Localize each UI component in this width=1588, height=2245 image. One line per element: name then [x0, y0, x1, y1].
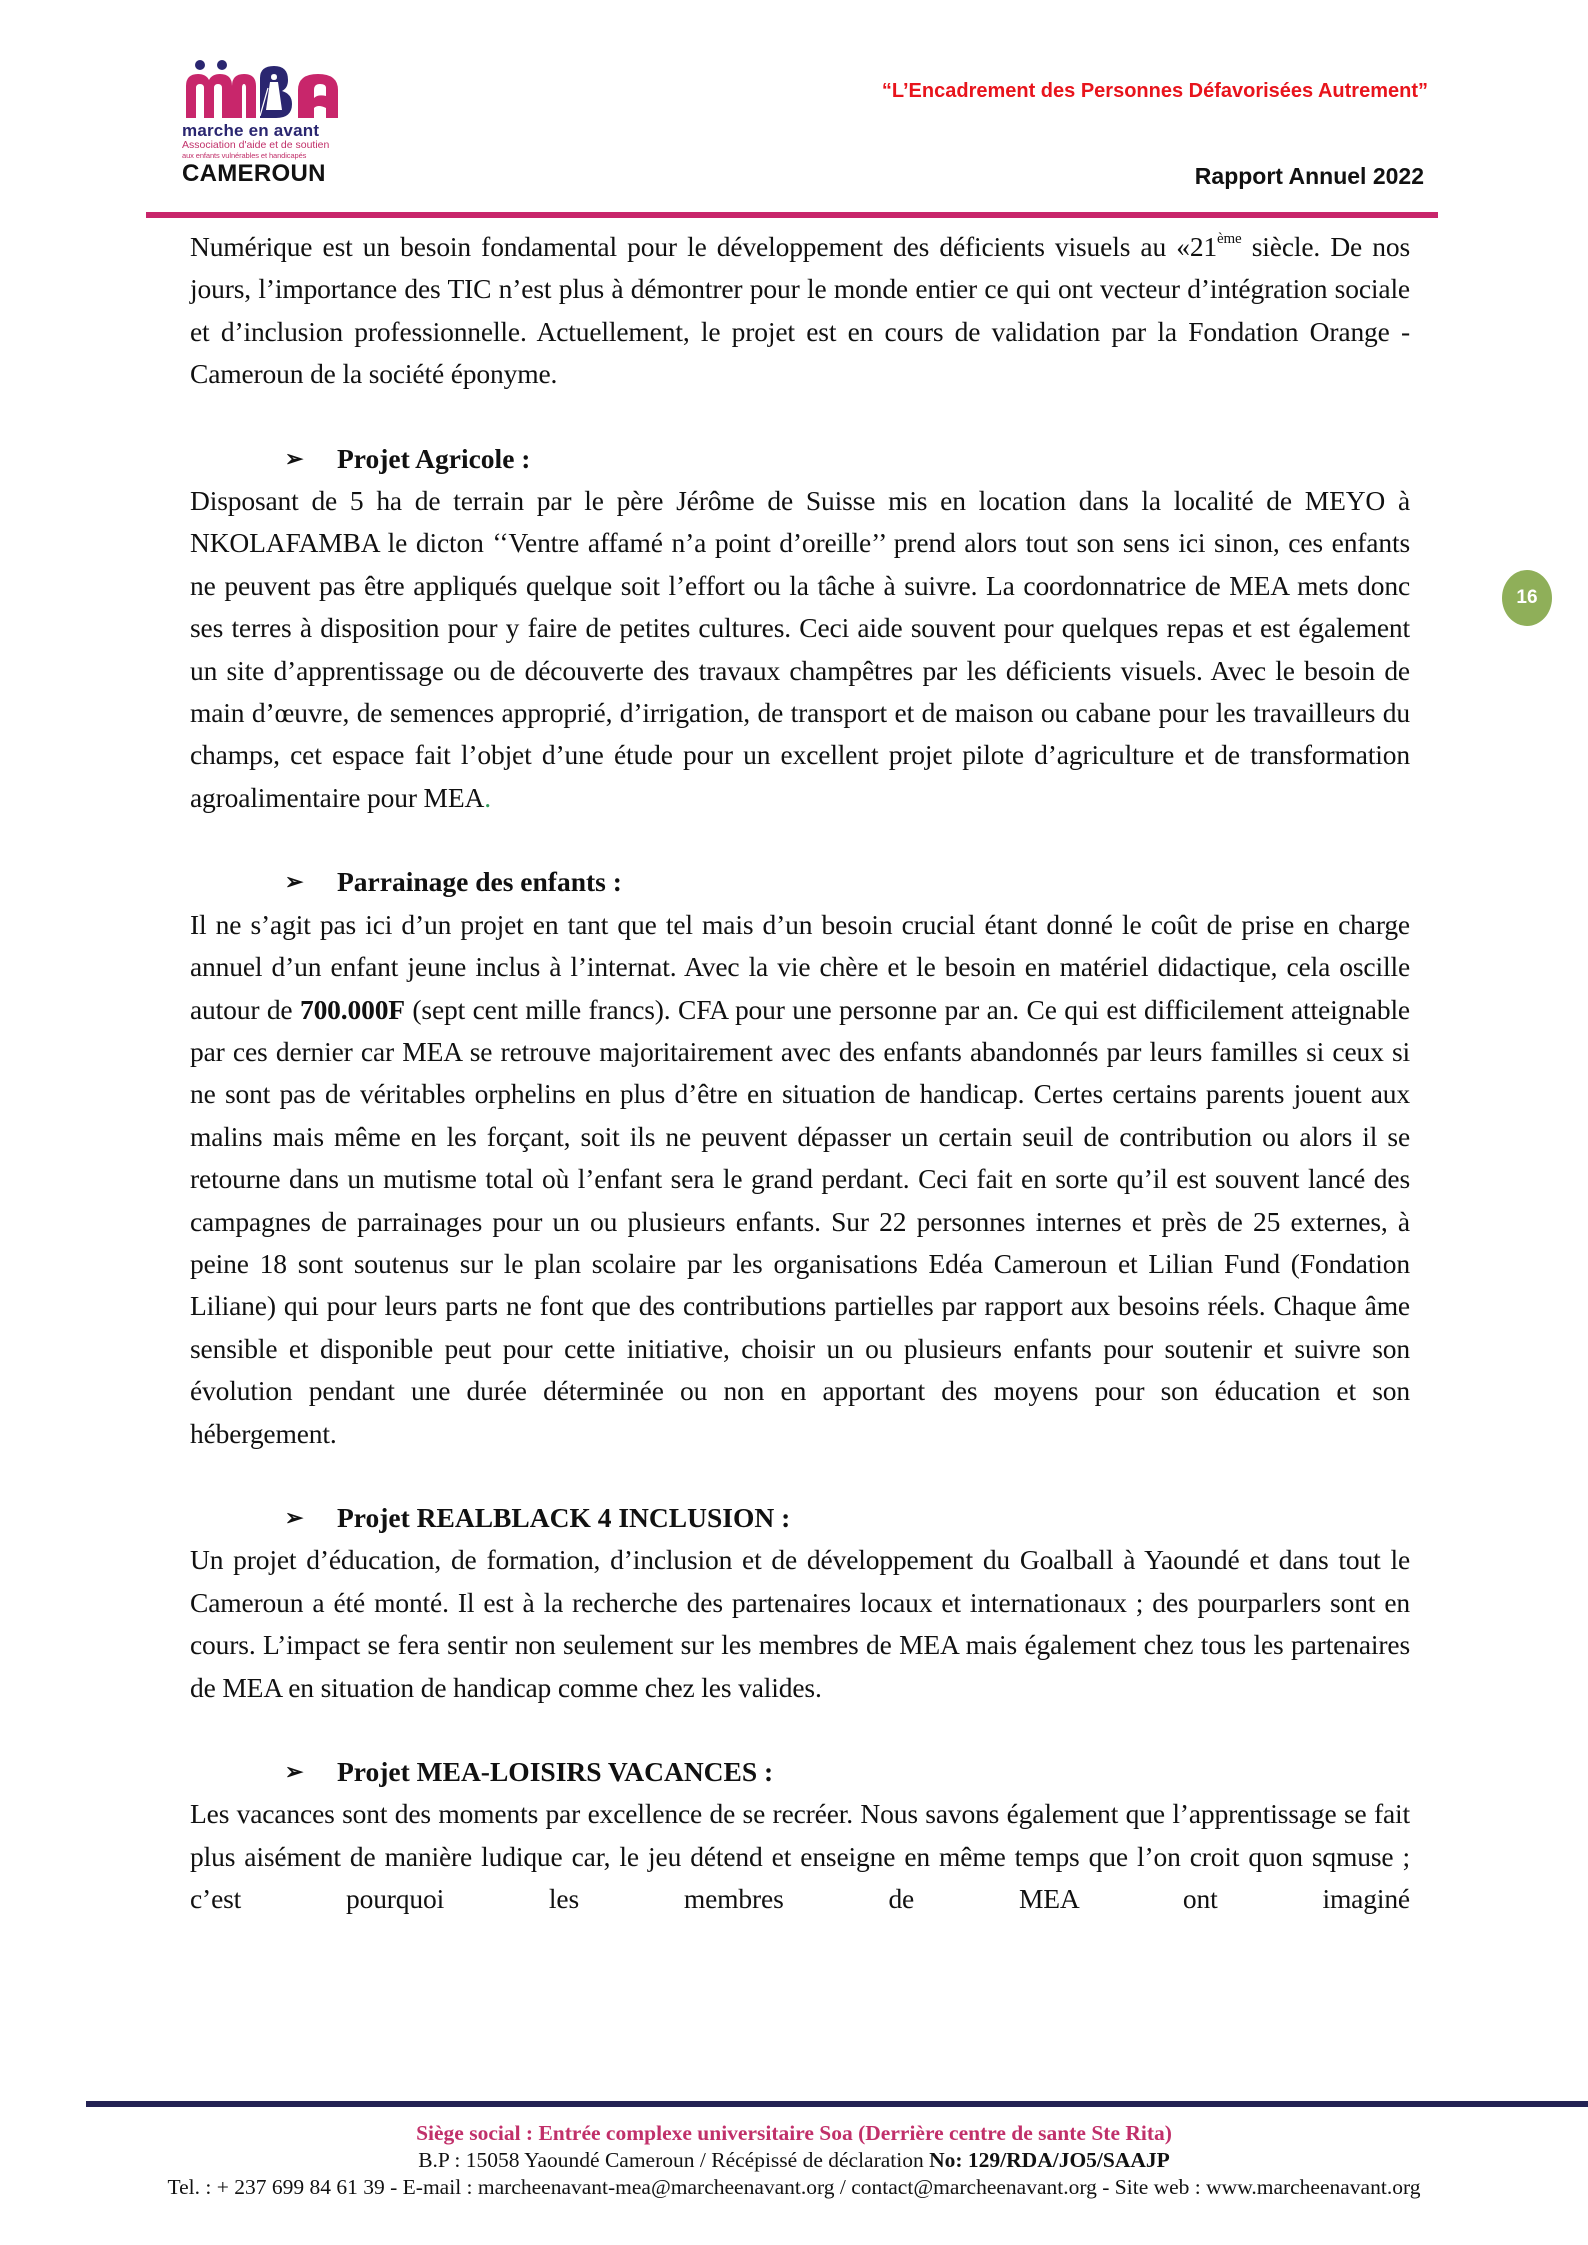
footer-contact: Tel. : + 237 699 84 61 39 - E-mail : marcheenavant-mea@marcheenavant.org / contact@marcheenavant.org - Site web : www.marcheenavant.org: [167, 2175, 1421, 2199]
intro-text: Numérique est un besoin fondamental pour le développement des déficients visuels au «21: [190, 231, 1218, 262]
page-footer: [0, 2120, 1588, 2201]
logo-name: marche en avant: [182, 121, 320, 140]
logo-subtitle: Association d'aide et de soutien: [182, 139, 330, 151]
mea-logo-mark-icon: [182, 58, 350, 120]
page-number-badge: [1502, 570, 1552, 626]
section-paragraph-realblack: Un projet d’éducation, de formation, d’inclusion et de développement du Goalball à Yaoundé et dans tout le Cameroun a été monté. Il est à la recherche des partenaires locaux et internationaux ; des pourparlers sont en cours. L’impact se fera sentir non seulement sur les membres de MEA mais également chez tous les partenaires de MEA en situation de handicap comme chez les valides.: [190, 1544, 1410, 1703]
arrow-bullet-icon: ➢: [285, 1759, 304, 1784]
superscript: ème: [1217, 231, 1242, 247]
footer-address: Siège social : Entrée complexe universitaire Soa (Derrière centre de sante Ste Rita): [416, 2121, 1172, 2145]
section-heading-parrainage: [190, 861, 1410, 903]
logo-country: CAMEROUN: [182, 160, 326, 187]
section-text: Disposant de 5 ha de terrain par le père Jérôme de Suisse mis en location dans la localité de MEYO à NKOLAFAMBA le dicton ‘‘Ventre affamé n’a point d’oreille’’ prend alors tout son sens ici sinon, ces enfants ne peuvent pas être appliqués quelque soit l’effort ou la tâche à suivre. La coordonnatrice de MEA mets donc ses terres à disposition pour y faire de petites cultures. Ceci aide souvent pour quelques repas et est également un site d’apprentissage ou de découverte des travaux champêtres par les déficients visuels. Avec le besoin de main d’œuvre, de semences approprié, d’irrigation, de transport et de maison ou cabane pour les travailleurs du champs, cet espace fait l’objet d’une étude pour un excellent projet pilote d’agriculture et de transformation agroalimentaire pour MEA: [190, 485, 1410, 813]
section-heading-agricole: [190, 438, 1410, 480]
section-text-continued: (sept cent mille francs). CFA pour une personne par an. Ce qui est difficilement atteignable par ces dernier car MEA se retrouve majoritairement avec des enfants abandonnés par leurs familles si ceux si ne sont pas de véritables orphelins en plus d’être en situation de handicap. Certes certains parents jouent aux malins mais même en les forçant, soit ils ne peuvent dépasser un certain seuil de contribution ou alors il se retourne dans un mutisme total où l’enfant sera le grand perdant. Ceci fait en sorte qu’il est souvent lancé des campagnes de parrainages pour un ou plusieurs enfants. Sur 22 personnes internes et près de 25 externes, à peine 18 sont soutenus sur le plan scolaire par les organisations Edéa Cameroun et Lilian Fund (Fondation Liliane) qui pour leurs parts ne font que des contributions partielles par rapport aux besoins réels. Chaque âme sensible et disponible peut pour cette initiative, choisir un ou plusieurs enfants pour soutenir et suivre son évolution pendant une durée déterminée ou non en apportant des moyens pour son éducation et son hébergement.: [190, 993, 1410, 1449]
section-text: Il ne s’agit pas ici d’un projet en tant que tel mais d’un besoin crucial étant donné le coût de prise en charge annuel d’un enfant jeune inclus à l’internat. Avec la vie chère et le besoin en matériel didactique, cela oscille autour de: [190, 908, 1410, 1025]
footer-registration-number: No: 129/RDA/JO5/SAAJP: [929, 2148, 1170, 2172]
section-paragraph-agricole: [190, 480, 1410, 819]
section-title: Projet REALBLACK 4 INCLUSION :: [337, 1501, 791, 1533]
page-number: 16: [1516, 587, 1538, 608]
amount-highlight: 700.000F: [299, 993, 405, 1025]
section-paragraph-parrainage: [190, 904, 1410, 1455]
footer-divider: [86, 2101, 1588, 2107]
footer-registration: [0, 2147, 1588, 2174]
report-title: Rapport Annuel 2022: [1194, 163, 1424, 189]
section-title: Projet Agricole :: [337, 442, 531, 474]
document-body: [190, 226, 1410, 1921]
section-title: Parrainage des enfants :: [337, 866, 622, 898]
intro-paragraph: [190, 226, 1410, 396]
section-heading-loisirs: [190, 1751, 1410, 1793]
organization-logo: [182, 58, 352, 160]
arrow-bullet-icon: ➢: [285, 1504, 304, 1530]
section-title: Projet MEA-LOISIRS VACANCES :: [337, 1756, 774, 1787]
logo-subtitle-2: aux enfants vulnérables et handicapés: [182, 151, 307, 160]
header-divider: [146, 212, 1438, 218]
section-paragraph-loisirs: Les vacances sont des moments par excellence de se recréer. Nous savons également que l’apprentissage se fait plus aisément de manière ludique car, le jeu détend et enseigne en même temps que l’on croit quon sqmuse ; c’est pourquoi les membres de MEA ont imaginé: [190, 1798, 1410, 1915]
section-heading-realblack: [190, 1497, 1410, 1539]
arrow-bullet-icon: ➢: [285, 445, 304, 471]
footer-registration-text: B.P : 15058 Yaoundé Cameroun / Récépissé de déclaration: [418, 2148, 930, 2172]
trailing-period: .: [484, 781, 491, 813]
header-tagline: “L’Encadrement des Personnes Défavorisées Autrement”: [881, 80, 1428, 102]
arrow-bullet-icon: ➢: [285, 869, 304, 895]
intro-text-continued: siècle. De nos jours, l’importance des TIC n’est plus à démontrer pour le monde entier ce qui ont vecteur d’intégration sociale et d’inclusion professionnelle. Actuellement, le projet est en cours de validation par la Fondation Orange - Cameroun de la société éponyme.: [190, 231, 1410, 390]
